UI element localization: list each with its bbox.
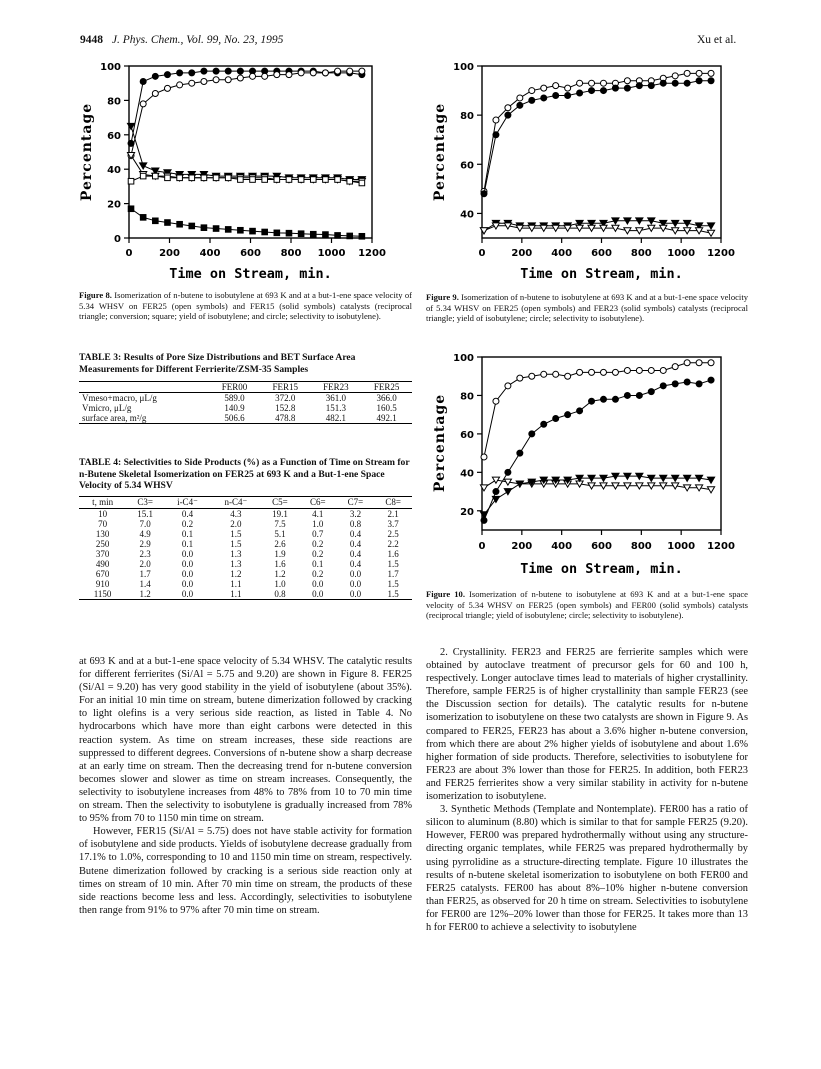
table-cell: 361.0 [325,393,347,403]
table-cell: 10 [98,508,108,519]
running-authors: Xu et al. [697,34,737,46]
table-cell: 3.7 [387,518,399,529]
table-cell: 130 [95,528,110,539]
table-cell: 0.2 [312,548,324,559]
table-cell: 1.5 [230,538,242,549]
table-cell: 482.1 [325,413,347,423]
x-axis-label: Time on Stream, min. [520,561,683,577]
x-tick-label: 200 [159,248,180,259]
x-tick-label: 0 [478,248,486,259]
data-point [600,369,606,375]
table-cell: 670 [95,568,110,579]
data-point [553,371,559,377]
data-point [636,392,642,398]
y-tick-label: 20 [460,506,474,518]
table-cell: 0.2 [181,518,194,529]
paragraph: However, FER15 (Si/Al = 5.75) does not have stable activity for formation of isobutylene and side products. Yields of isobutylene decrease gradually from 17.1% to 1.0%, corresponding to 10 and 1150 min time on stream, respectively. Butene dimerization followed by cracking is a serious side reaction only at times on stream of 10 min. After 70 min time on stream, the products of these side reactions become less and less. Accordingly, selectivities to isobutylene then range from 91% to 97% after 70 min time on stream. [79,826,412,916]
data-point [553,416,559,422]
table-cell: 0.2 [312,538,324,549]
column-header: FER23 [311,382,362,393]
table-row [79,393,412,404]
table-cell: 1.1 [230,578,242,589]
table-cell: 1.3 [230,558,242,569]
y-tick-label: 40 [460,209,474,221]
table-cell: 0.0 [312,588,324,599]
y-tick-label: 100 [100,62,121,73]
table-cell: 1.9 [274,548,286,559]
table-cell: 1.2 [230,568,242,579]
table-cell: 0.4 [349,558,362,569]
table-cell: 3.2 [349,508,362,519]
paragraph: 3. Synthetic Methods (Template and Nontemplate). FER00 has a ratio of silicon to aluminum (8.80) which is similar to that for sample FER25 (9.20). However, FER00 was prepared hydrothermally without using any structure-directing organic templates, while FER25 was prepared hydrothermally by using pyrrolidine as a structure-directing template. Figure 10 illustrates the results of n-butene skeletal isomerization to isobutylene on both FER00 and FER25 catalysts. FER00 has about 8%–10% higher n-butene conversion than FER25, as observed for 20 h time on stream. Selectivities to isobutylene for FER00 are 12%–20% lower than those for FER25. It takes more than 13 h for FER00 to achieve a selectivity to isobutylene [426,804,748,933]
table-cell: Vmicro, μL/g [82,403,132,413]
y-tick-label: 60 [460,160,474,172]
table-cell: 910 [95,578,110,589]
column-header: FER00 [209,382,260,393]
table-cell: 4.1 [312,508,324,519]
y-tick-label: 80 [460,111,474,123]
y-axis-label: Percentage [432,393,448,493]
y-tick-label: 60 [460,429,474,441]
data-point [612,369,618,375]
column-header: C6= [299,496,337,508]
x-tick-label: 0 [125,248,133,259]
data-point [504,489,511,495]
data-point [648,367,654,373]
data-point [660,383,666,389]
table-4 [79,457,412,600]
x-tick-label: 400 [199,248,221,259]
column-header: C7= [337,496,375,508]
table-cell: 4.3 [230,508,242,519]
table-cell: 1.5 [230,528,242,539]
table-cell: 0.0 [349,568,362,579]
data-point [672,381,678,387]
right-column-text [426,646,748,934]
column-header: C5= [261,496,299,508]
table-row [79,403,412,413]
table-cell: 152.8 [275,403,296,413]
data-point [589,398,595,404]
table-cell: 5.1 [274,528,286,539]
table-cell: 1.3 [230,548,242,559]
x-axis-label: Time on Stream, min. [520,266,683,282]
table-cell: 1.6 [274,558,286,569]
y-tick-label: 60 [107,130,121,142]
data-point [708,360,714,366]
table-cell: 0.1 [312,558,324,569]
data-point [624,392,630,398]
data-point [707,487,714,493]
x-tick-label: 1200 [707,248,735,259]
table-3-grid [79,381,412,424]
figure-10-text: Isomerization of n-butene to isobutylene at 693 K and at a but-1-ene space velocity of 5.34 WHSV on FER25 (open symbols) and FER00 (solid symbols) catalysts (reciprocal triangle; yield of isobutylene; circle; selectivity to isobutylene). [426,589,748,621]
paragraph: 2. Crystallinity. FER23 and FER25 are ferrierite samples which were obtained by autoclave treatment of precursor gels for 60 and 100 h, respectively. Longer autoclave times lead to materials of higher crystallinity. Therefore, sample FER25 is of higher crystallinity than sample FER23 (see the Discussion section for details). The catalytic results for n-butene isomerization to isobutylene on these two catalysts are shown in Figure 9. As compared to FER25, FER23 has about a 3.6% higher n-butene conversion, from which there are about 2% higher yields of isobutylene and about 1.6% higher formation of side products. Therefore, selectivities to isobutylene for FER23 are about 3% lower than those for FER25. In addition, both FER23 and FER25 ferrierites show a very similar stability in activity for n-butene isomerization to isobutylene. [426,647,748,803]
table-cell: 0.0 [181,548,194,559]
data-point [517,450,523,456]
table-cell: surface area, m²/g [82,413,147,423]
table-cell: 0.4 [349,538,362,549]
table-cell: 0.4 [181,508,194,519]
table-cell: 2.9 [139,538,151,549]
table-cell: 506.6 [224,413,245,423]
table-cell: 1.7 [139,568,151,579]
table-header-row [79,496,412,508]
table-4-title: TABLE 4: Selectivities to Side Products (%) as a Function of Time on Stream for n-Butene Skeletal Isomerization on FER25 at 693 K and a But-1-ene Space Velocity of 5.34 WHSV [79,457,410,491]
table-cell: 15.1 [137,508,153,519]
table-cell: 160.5 [376,403,397,413]
table-cell: 0.4 [349,528,362,539]
table-cell: 492.1 [376,413,397,423]
x-axis-label: Time on Stream, min. [169,266,332,282]
figure-10-label: Figure 10. [426,589,465,599]
table-row [79,589,412,600]
page-number: 9448 [80,34,103,46]
table-cell: 490 [95,558,110,569]
table-cell: 19.1 [272,508,288,519]
x-tick-label: 1000 [667,541,696,552]
table-cell: 2.3 [139,548,151,559]
y-axis-label: Percentage [432,102,448,202]
table-cell: 0.0 [312,578,324,589]
x-tick-label: 400 [551,248,573,259]
y-tick-label: 20 [107,199,121,211]
table-4-grid [79,496,412,600]
x-tick-label: 200 [511,248,533,259]
table-row [79,549,412,559]
data-point [636,367,642,373]
table-cell: 1.5 [387,578,399,589]
table-cell: 0.8 [274,588,286,599]
figure-8-text: Isomerization of n-butene to isobutylene at 693 K and at a but-1-ene space velocity of 5.34 WHSV on FER25 (open symbols) and FER15 (solid symbols) catalysts (reciprocal triangle; conversion; square; yield of isobutylene; and circle; selectivity to isobutylene). [79,290,412,322]
table-cell: 478.8 [275,413,296,423]
table-cell: 1.2 [139,588,151,599]
table-row [79,569,412,579]
table-cell: 0.0 [181,578,194,589]
data-point [493,398,499,404]
data-point [577,369,583,375]
figure-8-label: Figure 8. [79,290,112,300]
table-cell: 1.4 [139,578,151,589]
x-tick-label: 0 [478,541,486,552]
table-cell: 0.1 [181,538,194,549]
table-cell: 0.2 [312,568,324,579]
column-header: C3= [126,496,164,508]
x-tick-label: 800 [630,541,652,552]
x-tick-label: 600 [240,248,261,259]
data-point [684,379,690,385]
table-cell: 2.0 [230,518,242,529]
table-cell: Vmeso+macro, μL/g [82,393,157,403]
table-cell: 0.0 [181,588,194,599]
data-point [696,360,702,366]
data-point [600,396,606,402]
column-header: n-C4⁻ [211,496,261,508]
table-cell: 7.5 [274,518,286,529]
x-tick-label: 1000 [317,248,346,259]
data-point [589,369,595,375]
x-tick-label: 800 [630,248,652,259]
data-point [517,375,523,381]
table-row [79,529,412,539]
column-header: t, min [79,496,126,508]
data-point [707,477,714,483]
paragraph: at 693 K and at a but-1-ene space velocity of 5.34 WHSV. The catalytic results for different ferrierites (Si/Al = 5.75 and 9.20) are shown in Figure 8. FER25 (Si/Al = 9.20) has very good stability in the yield of isobutylene (about 35%). For an initial 10 min time on stream, butene dimerization followed by cracking to light olefins is a very serious side reaction, as listed in Table 4. No hydrocarbons which have more than eight carbons were detected in this reaction system. As time on stream increases, these side reactions are suppressed to different degrees. Conversions of n-butene show a sharp decrease at an early time on stream. Then the decreasing trend for n-butene conversion becomes slower and slower as time on stream increases. Consequently, the selectivity to isobutylene increases from 48% to 78% from 10 to 70 min time on stream. Then the selectivity to isobutylene is gradually increased from 78% to 95% from 70 to 1150 min time on stream. [79,656,412,825]
table-cell: 589.0 [224,393,245,403]
y-axis-label: Percentage [79,102,95,202]
data-point [696,381,702,387]
table-cell: 1.7 [387,568,399,579]
table-row [79,539,412,549]
x-tick-label: 600 [591,541,612,552]
table-cell: 2.1 [387,508,399,519]
y-tick-label: 40 [107,165,121,177]
data-point [708,377,714,383]
data-point [565,412,571,418]
table-cell: 1.1 [230,588,242,599]
table-cell: 0.8 [349,518,362,529]
data-point [648,389,654,395]
data-point [493,489,499,495]
table-cell: 1.5 [387,558,399,569]
table-cell: 1.6 [387,548,399,559]
table-cell: 70 [98,518,108,529]
x-tick-label: 1200 [707,541,735,552]
figure-9-label: Figure 9. [426,292,459,302]
table-3-title: TABLE 3: Results of Pore Size Distributions and BET Surface Area Measurements for Different Ferrierite/ZSM-35 Samples [79,352,356,375]
column-header: i-C4⁻ [164,496,211,508]
data-point [529,373,535,379]
table-cell: 0.0 [349,578,362,589]
data-point [612,396,618,402]
table-cell: 1.2 [274,568,286,579]
table-cell: 1.0 [312,518,324,529]
x-tick-label: 400 [551,541,573,552]
table-cell: 0.4 [349,548,362,559]
table-header-row [79,382,412,393]
figure-10-caption [426,589,748,621]
table-cell: 2.5 [387,528,399,539]
data-point [505,383,511,389]
journal-citation: J. Phys. Chem., Vol. 99, No. 23, 1995 [111,34,284,46]
left-column-text [79,655,412,917]
table-row [79,559,412,569]
y-tick-label: 100 [453,353,474,364]
table-cell: 0.7 [312,528,324,539]
data-point [541,421,547,427]
figure-9-text: Isomerization of n-butene to isobutylene at 693 K and at a but-1-ene space velocity of 5.34 WHSV on FER25 (open symbols) and FER23 (solid symbols) catalysts (reciprocal triangle; yield of isobutylene; circle; selectivity to isobutylene). [426,292,748,324]
table-cell: 366.0 [376,393,397,403]
column-header: FER25 [361,382,412,393]
column-header: C8= [374,496,412,508]
table-cell: 0.1 [181,528,194,539]
data-point [577,408,583,414]
y-tick-label: 80 [107,96,121,108]
table-row [79,519,412,529]
table-row [79,413,412,424]
table-cell: 1150 [93,588,112,599]
table-cell: 370 [95,548,110,559]
table-cell: 372.0 [275,393,296,403]
y-tick-label: 80 [460,391,474,403]
data-point [684,360,690,366]
table-cell: 1.0 [274,578,286,589]
table-cell: 151.3 [325,403,347,413]
data-point [505,469,511,475]
table-row [79,508,412,519]
table-cell: 4.9 [139,528,151,539]
table-cell: 2.0 [139,558,151,569]
table-cell: 1.5 [387,588,399,599]
x-tick-label: 800 [280,248,302,259]
table-cell: 2.2 [387,538,399,549]
data-point [565,373,571,379]
table-cell: 2.6 [274,538,286,549]
table-row [79,579,412,589]
table-cell: 250 [95,538,110,549]
x-tick-label: 1000 [667,248,696,259]
table-cell: 0.0 [349,588,362,599]
data-point [481,454,487,460]
x-tick-label: 1200 [358,248,386,259]
data-point [529,431,535,437]
y-tick-label: 100 [453,62,474,73]
x-tick-label: 600 [591,248,612,259]
data-point [624,367,630,373]
y-tick-label: 40 [460,468,474,480]
y-tick-label: 0 [114,234,121,245]
table-cell: 7.0 [139,518,151,529]
data-point [660,367,666,373]
x-tick-label: 200 [511,541,533,552]
table-cell: 0.0 [181,558,194,569]
data-point [541,371,547,377]
column-header [79,382,209,393]
column-header: FER15 [260,382,311,393]
data-point [672,364,678,370]
table-cell: 0.0 [181,568,194,579]
data-point [492,496,499,502]
table-3 [79,352,412,424]
table-cell: 140.9 [224,403,245,413]
